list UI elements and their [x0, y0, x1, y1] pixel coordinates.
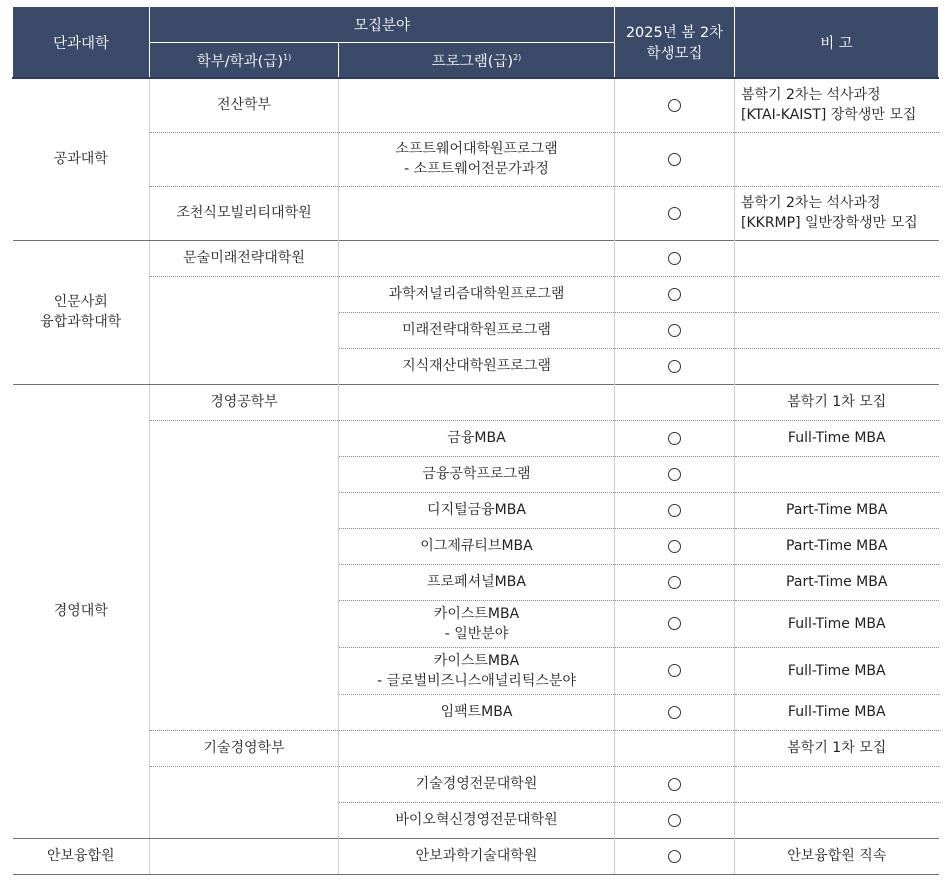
program-cell: 임팩트MBA: [339, 694, 615, 730]
program-cell: [339, 186, 615, 240]
note-cell: [735, 348, 939, 384]
table-row: [13, 276, 939, 312]
note-cell: [735, 186, 939, 240]
table-row: [13, 384, 939, 420]
recruit-mark-cell: [615, 240, 735, 276]
header-dept-label: 학부/학과(급): [196, 53, 283, 70]
dept-cell: 전산학부: [150, 78, 339, 132]
recruit-mark-cell: [615, 348, 735, 384]
header-program-label: 프로그램(급): [431, 53, 514, 70]
recruit-circle-icon: [668, 288, 681, 301]
note-cell: 봄학기 1차 모집: [735, 730, 939, 766]
program-cell: [339, 647, 615, 694]
dept-cell: 조천식모빌리티대학원: [150, 186, 339, 240]
recruit-mark-cell: [615, 78, 735, 132]
recruit-mark-cell: [615, 276, 735, 312]
dept-cell: [150, 420, 339, 730]
note-cell: [735, 312, 939, 348]
program-cell: [339, 384, 615, 420]
recruit-mark-cell: [615, 802, 735, 838]
dept-cell: [150, 838, 339, 874]
recruit-mark-cell: [615, 492, 735, 528]
dept-cell: 경영공학부: [150, 384, 339, 420]
dept-cell: 기술경영학부: [150, 730, 339, 766]
note-cell: [735, 802, 939, 838]
program-cell: 금융MBA: [339, 420, 615, 456]
note-line: 봄학기 2차는 석사과정: [741, 87, 881, 104]
recruit-mark-cell: [615, 528, 735, 564]
college-cell: 공과대학: [13, 78, 150, 240]
table-row: [13, 240, 939, 276]
dept-cell: [150, 132, 339, 186]
note-line: [KKRMP] 일반장학생만 모집: [741, 215, 918, 231]
recruit-circle-icon: [668, 153, 681, 166]
recruit-mark-cell: [615, 647, 735, 694]
program-cell: [339, 78, 615, 132]
table-row: [13, 78, 939, 132]
header-note: 비 고: [735, 7, 939, 79]
recruit-circle-icon: [668, 504, 681, 517]
recruit-circle-icon: [668, 706, 681, 719]
program-cell: 프로페셔널MBA: [339, 564, 615, 600]
note-cell: [735, 456, 939, 492]
program-line: - 일반분야: [444, 625, 509, 642]
recruit-circle-icon: [668, 540, 681, 553]
note-cell: Full-Time MBA: [735, 647, 939, 694]
header-recruit: [615, 7, 735, 79]
header-dept-sup: 1): [283, 52, 292, 62]
note-cell: Part-Time MBA: [735, 492, 939, 528]
note-cell: [735, 276, 939, 312]
program-cell: 기술경영전문대학원: [339, 766, 615, 802]
program-line: - 소프트웨어전문가과정: [404, 161, 549, 177]
recruit-mark-cell: [615, 132, 735, 186]
program-cell: 디지털금융MBA: [339, 492, 615, 528]
program-cell: 지식재산대학원프로그램: [339, 348, 615, 384]
recruit-circle-icon: [668, 99, 681, 112]
note-cell: 봄학기 1차 모집: [735, 384, 939, 420]
college-cell: 경영대학: [13, 384, 150, 838]
header-dept: [150, 43, 339, 79]
program-cell: 안보과학기술대학원: [339, 838, 615, 874]
program-cell: 과학저널리즘대학원프로그램: [339, 276, 615, 312]
recruitment-table: [12, 6, 939, 875]
program-line: 카이스트MBA: [433, 652, 520, 669]
header-program-sup: 2): [513, 52, 522, 62]
dept-cell: [150, 766, 339, 838]
note-cell: Part-Time MBA: [735, 528, 939, 564]
recruit-mark-cell: [615, 694, 735, 730]
note-cell: Part-Time MBA: [735, 564, 939, 600]
table-row: [13, 730, 939, 766]
recruit-mark-cell: [615, 600, 735, 647]
college-line: 인문사회: [53, 294, 108, 310]
note-cell: Full-Time MBA: [735, 420, 939, 456]
recruit-circle-icon: [668, 664, 681, 677]
college-cell: 안보융합원: [13, 838, 150, 874]
recruit-mark-cell: [615, 312, 735, 348]
recruit-mark-cell: [615, 838, 735, 874]
note-line: 봄학기 2차는 석사과정: [741, 195, 881, 211]
program-line: 소프트웨어대학원프로그램: [395, 141, 558, 157]
dept-cell: [150, 276, 339, 384]
program-cell: [339, 730, 615, 766]
recruit-circle-icon: [668, 850, 681, 863]
recruit-mark-cell: [615, 186, 735, 240]
note-cell: [735, 78, 939, 132]
program-cell: 바이오혁신경영전문대학원: [339, 802, 615, 838]
recruit-circle-icon: [668, 324, 681, 337]
recruit-mark-cell: [615, 766, 735, 802]
program-cell: 금융공학프로그램: [339, 456, 615, 492]
header-recruit-line1: 2025년 봄 2차: [625, 25, 724, 41]
recruit-circle-icon: [668, 360, 681, 373]
recruit-circle-icon: [668, 576, 681, 589]
recruit-circle-icon: [668, 207, 681, 220]
college-line: 융합과학대학: [40, 314, 122, 330]
recruit-circle-icon: [668, 252, 681, 265]
dept-cell: 문술미래전략대학원: [150, 240, 339, 276]
header-program: [339, 43, 615, 79]
recruit-mark-cell: [615, 420, 735, 456]
program-cell: [339, 600, 615, 647]
program-cell: 미래전략대학원프로그램: [339, 312, 615, 348]
recruit-circle-icon: [668, 617, 681, 630]
table-row: [13, 132, 939, 186]
recruit-circle-icon: [668, 778, 681, 791]
recruit-circle-icon: [668, 814, 681, 827]
college-cell: [13, 240, 150, 384]
note-cell: [735, 132, 939, 186]
note-line: [KTAI-KAIST] 장학생만 모집: [741, 107, 917, 124]
program-line: 카이스트MBA: [433, 605, 520, 622]
recruit-circle-icon: [668, 468, 681, 481]
note-cell: [735, 240, 939, 276]
note-cell: Full-Time MBA: [735, 694, 939, 730]
note-cell: 안보융합원 직속: [735, 838, 939, 874]
program-cell: [339, 240, 615, 276]
header-field: 모집분야: [150, 7, 615, 43]
header-recruit-line2: 학생모집: [646, 46, 703, 62]
table-row: [13, 838, 939, 874]
program-line: - 글로벌비즈니스애널리틱스분야: [377, 672, 576, 689]
table-row: [13, 766, 939, 802]
recruit-circle-icon: [668, 432, 681, 445]
recruit-mark-cell: [615, 456, 735, 492]
program-cell: [339, 132, 615, 186]
header-college: 단과대학: [13, 7, 150, 79]
note-cell: Full-Time MBA: [735, 600, 939, 647]
table-row: [13, 420, 939, 456]
recruit-mark-cell: [615, 384, 735, 420]
recruit-mark-cell: [615, 564, 735, 600]
table-row: [13, 186, 939, 240]
note-cell: [735, 766, 939, 802]
recruit-mark-cell: [615, 730, 735, 766]
recruitment-table-wrapper: [12, 6, 939, 875]
program-cell: 이그제큐티브MBA: [339, 528, 615, 564]
